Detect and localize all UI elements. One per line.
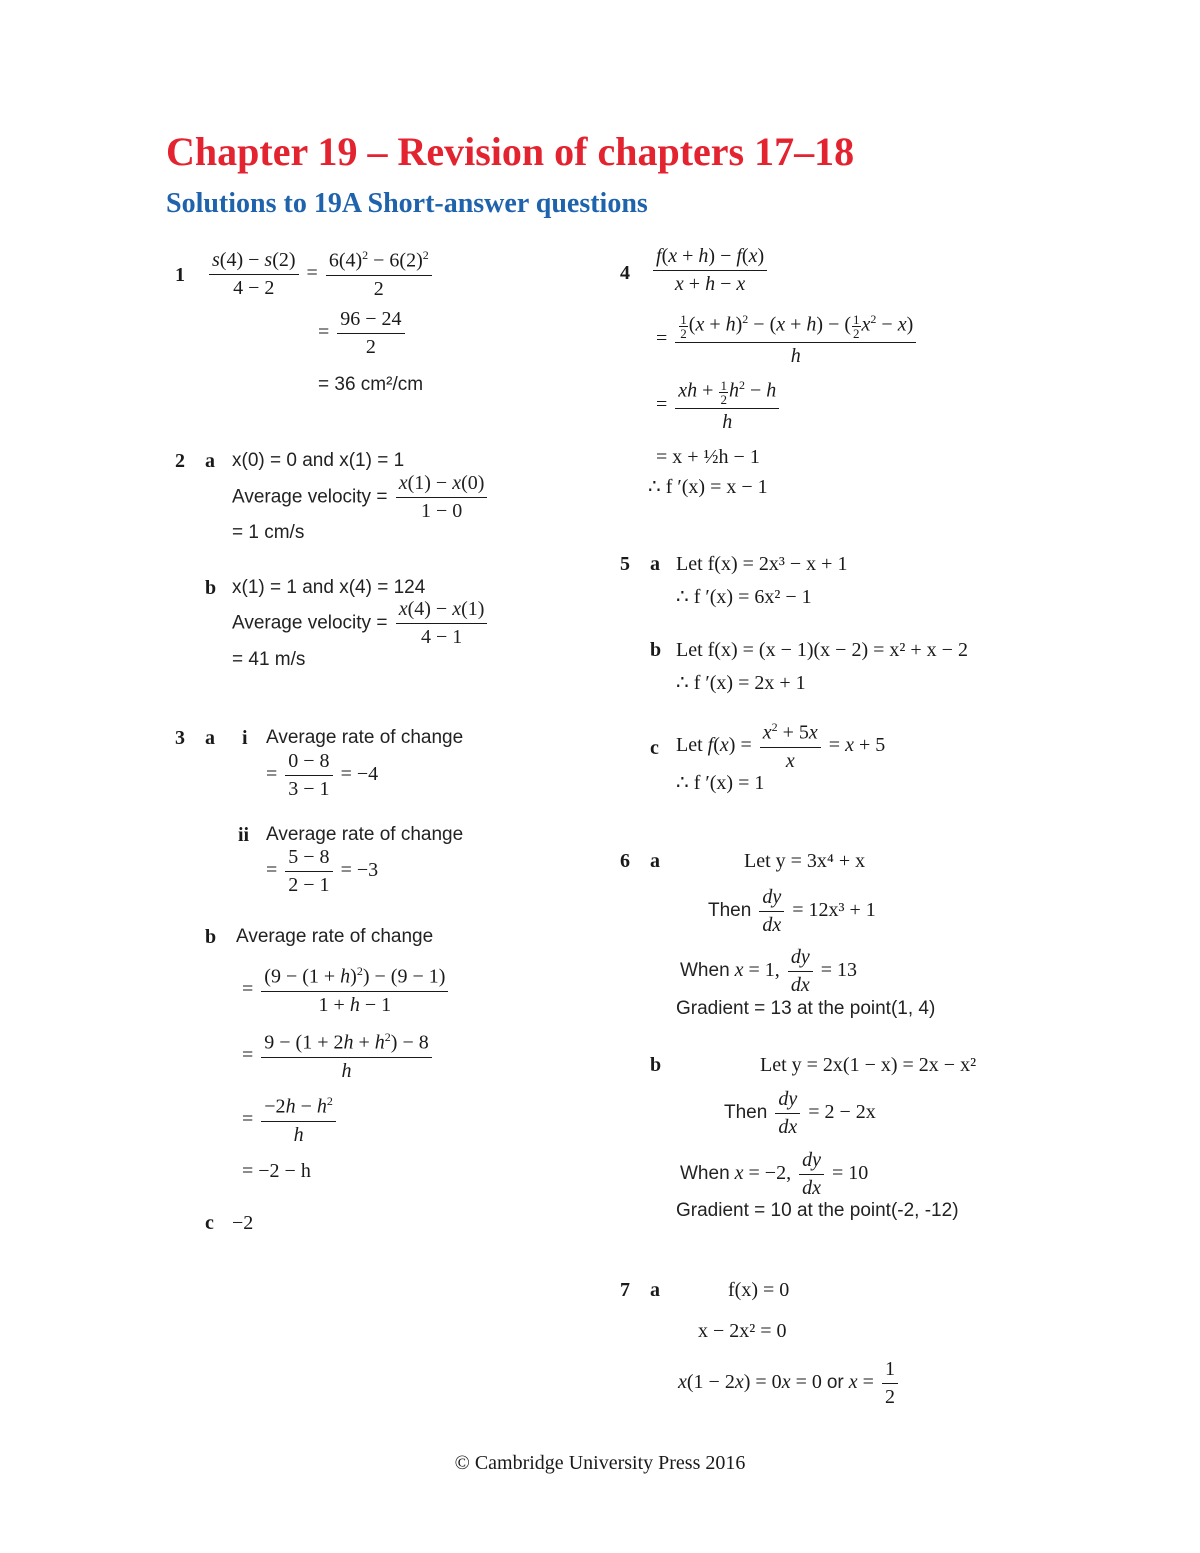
question-number-2: 2 [175, 450, 185, 472]
q6b-then: Then $\frac{dy}{dx}$ = 2 − 2x [724, 1088, 876, 1138]
q3b-step1: = $\frac{(9 - (1 + h)^2) - (9 - 1)}{1 + h - 1}$ [242, 964, 451, 1017]
q5b-line2: ∴ f ′(x) = 2x + 1 [676, 672, 806, 694]
q2b-avg-label: Average velocity = [232, 612, 388, 634]
q3-part-ai-label: i [242, 727, 248, 749]
q3ai-result: = −4 [340, 763, 379, 786]
q4-step2: = $\frac{1}{2}$ $(x + h)^2 - (x + h)$ − ( $\frac{1}{2}$ $x^2 - x$) h [656, 312, 919, 368]
q2-part-b-label: b [205, 577, 217, 599]
q6b-let: Let y = 2x(1 − x) = 2x − x² [760, 1054, 977, 1076]
q2b-given: x(1) = 1 and x(4) = 124 [232, 577, 426, 598]
q3-part-a-label: a [205, 727, 215, 749]
q3b-step2: = $\frac{9 - (1 + 2h + h^2) - 8}{h}$ [242, 1030, 435, 1083]
q1-step2: = $\frac{96 - 24}{2}$ [318, 308, 408, 359]
question-number-1: 1 [175, 264, 185, 286]
q2a-avg-velocity: Average velocity = $\frac{x(1) - x(0)}{1 - 0}$ [232, 472, 490, 523]
q7-part-a-label: a [650, 1279, 660, 1301]
question-number-3: 3 [175, 727, 185, 749]
question-number-5: 5 [620, 553, 630, 575]
q2a-given: x(0) = 0 and x(1) = 1 [232, 450, 405, 471]
q2-part-a-label: a [205, 450, 215, 472]
q3b-rate-label: Average rate of change [236, 926, 434, 947]
q6-part-a-label: a [650, 850, 660, 872]
question-number-6: 6 [620, 850, 630, 872]
copyright-footer: © Cambridge University Press 2016 [454, 1452, 746, 1474]
q6a-then-value: = 12x³ + 1 [792, 899, 876, 922]
q5a-line2: ∴ f ′(x) = 6x² − 1 [676, 586, 812, 608]
q1-step1: $\frac{s(4) - s(2)}{4 - 2}$ = $\frac{6(4)^2 - 6(2)^2}{2}$ [206, 248, 435, 301]
q3b-result: = −2 − h [242, 1160, 311, 1182]
page-title: Chapter 19 – Revision of chapters 17–18 [166, 129, 855, 174]
q6a-let: Let y = 3x⁴ + x [744, 850, 866, 872]
q3-part-aii-label: ii [238, 824, 250, 846]
question-number-4: 4 [620, 262, 630, 284]
q3ai-rate-label: Average rate of change [266, 727, 464, 748]
q3-part-b-label: b [205, 926, 217, 948]
q6b-when-value: = 10 [831, 1162, 869, 1185]
q3aii-step: = $\frac{5 - 8}{2 - 1}$ = −3 [266, 846, 379, 896]
q6b-when: When x = −2, $\frac{dy}{dx}$ = 10 [680, 1149, 869, 1199]
q3c-answer: −2 [232, 1212, 254, 1234]
q2a-avg-label: Average velocity = [232, 486, 388, 508]
q2b-result: = 41 m/s [232, 649, 306, 670]
q4-step1: $\frac{f(x + h) - f(x)}{x + h - x}$ [650, 245, 770, 296]
q3aii-rate-label: Average rate of change [266, 824, 464, 845]
q5-part-b-label: b [650, 639, 662, 661]
q6a-gradient: Gradient = 13 at the point(1, 4) [676, 998, 936, 1019]
q7-line3: x(1 − 2x) = 0x = 0 or x = $\frac{1}{2}$ [678, 1358, 901, 1409]
q6-part-b-label: b [650, 1054, 662, 1076]
q5b-line1: Let f(x) = (x − 1)(x − 2) = x² + x − 2 [676, 639, 968, 661]
q5c-line2: ∴ f ′(x) = 1 [676, 772, 765, 794]
q6b-gradient: Gradient = 10 at the point(-2, -12) [676, 1200, 959, 1221]
q4-result2: ∴ f ′(x) = x − 1 [648, 476, 768, 498]
page-subtitle: Solutions to 19A Short-answer questions [166, 188, 648, 219]
q3-part-c-label: c [205, 1212, 214, 1234]
q3b-step3: = $\frac{-2h - h^2}{h}$ [242, 1094, 339, 1147]
q6a-then: Then $\frac{dy}{dx}$ = 12x³ + 1 [708, 886, 876, 936]
q5c-line1: Let f(x) = $\frac{x^2 + 5x}{x}$ = x + 5 [676, 720, 886, 772]
q4-step3: = xh + $\frac{1}{2}$ $h^2 - h$ h [656, 378, 782, 434]
question-number-7: 7 [620, 1279, 630, 1301]
q6a-when: When x = 1, $\frac{dy}{dx}$ = 13 [680, 946, 857, 996]
q5a-line1: Let f(x) = 2x³ − x + 1 [676, 553, 848, 575]
q2b-avg-velocity: Average velocity = $\frac{x(4) - x(1)}{4 - 1}$ [232, 598, 490, 649]
q3aii-result: = −3 [340, 859, 379, 882]
q6a-when-value: = 13 [820, 959, 857, 982]
q5-part-c-label: c [650, 737, 659, 759]
q3ai-step: = $\frac{0 - 8}{3 - 1}$ = −4 [266, 750, 379, 800]
q5-part-a-label: a [650, 553, 660, 575]
q6b-then-value: = 2 − 2x [808, 1101, 876, 1124]
q4-result1: = x + ½h − 1 [656, 446, 760, 468]
q2a-result: = 1 cm/s [232, 522, 305, 543]
q1-result: = 36 cm²/cm [318, 374, 424, 395]
q7-line2: x − 2x² = 0 [698, 1320, 787, 1342]
q7-line1: f(x) = 0 [728, 1279, 790, 1301]
